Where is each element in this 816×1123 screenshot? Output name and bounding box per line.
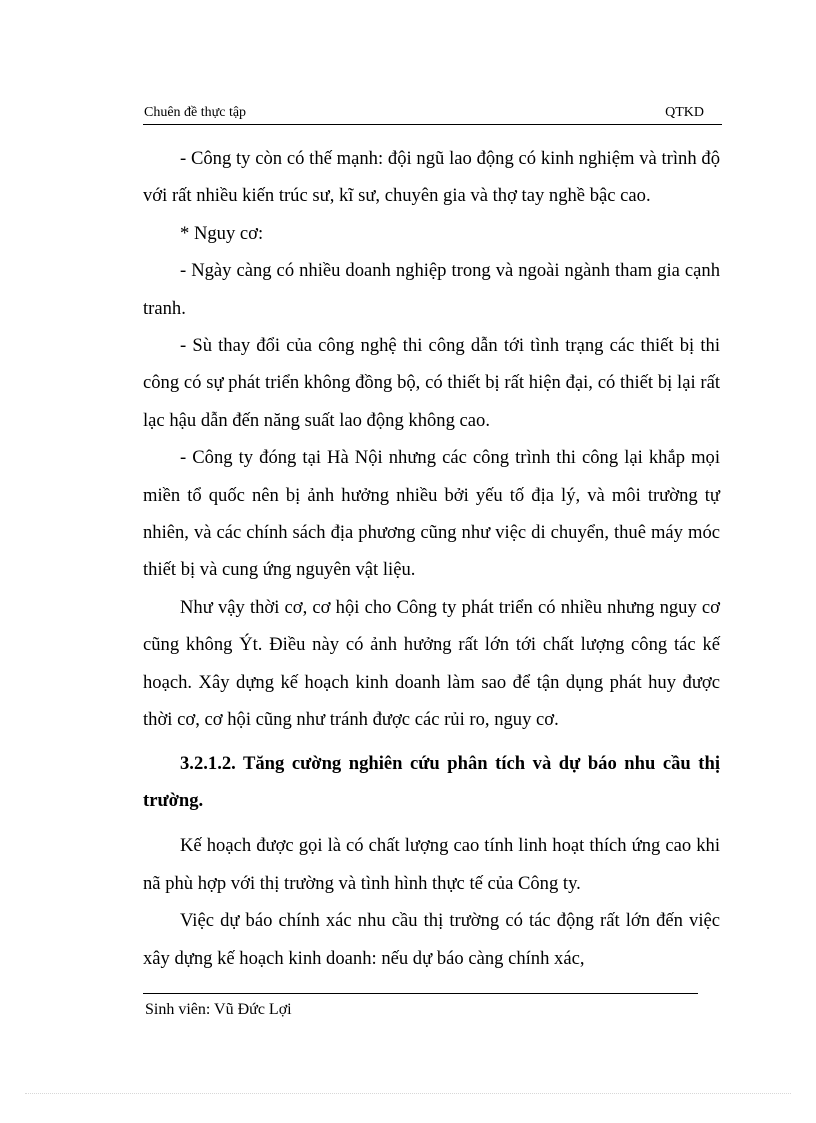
paragraph-competition: - Ngày càng có nhiều doanh nghiệp trong và ngoài ngành tham gia cạnh tranh. xyxy=(143,260,720,319)
header-code: QTKD xyxy=(665,105,704,120)
page-edge-divider xyxy=(25,1093,791,1094)
paragraph-forecast: Việc dự báo chính xác nhu cầu thị trường có tác động rất lớn đến việc xây dựng kế hoạch kinh doanh: nếu dự báo càng chính xác, xyxy=(143,910,720,969)
paragraph-strength: - Công ty còn có thế mạnh: đội ngũ lao động có kinh nghiệm và trình độ với rất nhiều kiến trúc sư, kĩ sư, chuyên gia và thợ tay nghề bậc cao. xyxy=(143,148,720,207)
paragraph-threats-heading: * Nguy cơ: xyxy=(180,222,264,244)
paragraph-plan-quality: Kế hoạch được gọi là có chất lượng cao tính linh hoạt thích ứng cao khi nã phù hợp với thị trường và tình hình thực tế của Công ty. xyxy=(143,835,720,894)
header-title: Chuên đề thực tập xyxy=(144,105,247,120)
section-heading: 3.2.1.2. Tăng cường nghiên cứu phân tích và dự báo nhu cầu thị trường. xyxy=(143,752,720,811)
paragraph-technology: - Sù thay đổi của công nghệ thi công dẫn tới tình trạng các thiết bị thi công có sự phát triển không đồng bộ, có thiết bị rất hiện đại, có thiết bị lại rất lạc hậu dẫn đến năng suất lao động không cao. xyxy=(143,335,720,431)
footer-student: Sinh viên: Vũ Đức Lợi xyxy=(145,1001,292,1018)
footer-divider xyxy=(143,993,698,994)
paragraph-summary: Như vậy thời cơ, cơ hội cho Công ty phát triển có nhiều nhưng nguy cơ cũng không Ýt. Điều này có ảnh hưởng rất lớn tới chất lượng công tác kế hoạch. Xây dựng kế hoạch kinh doanh làm sao để tận dụng phát huy được thời cơ, cơ hội cũng như tránh được các rủi ro, nguy cơ. xyxy=(143,596,720,731)
paragraph-location: - Công ty đóng tại Hà Nội nhưng các công trình thi công lại khắp mọi miền tổ quốc nên bị ảnh hưởng nhiều bởi yếu tố địa lý, và môi trường tự nhiên, và các chính sách địa phương cũng như việc di chuyển, thuê máy móc thiết bị và cung ứng nguyên vật liệu. xyxy=(143,447,720,581)
page-header xyxy=(143,104,722,125)
body-text xyxy=(143,140,720,977)
